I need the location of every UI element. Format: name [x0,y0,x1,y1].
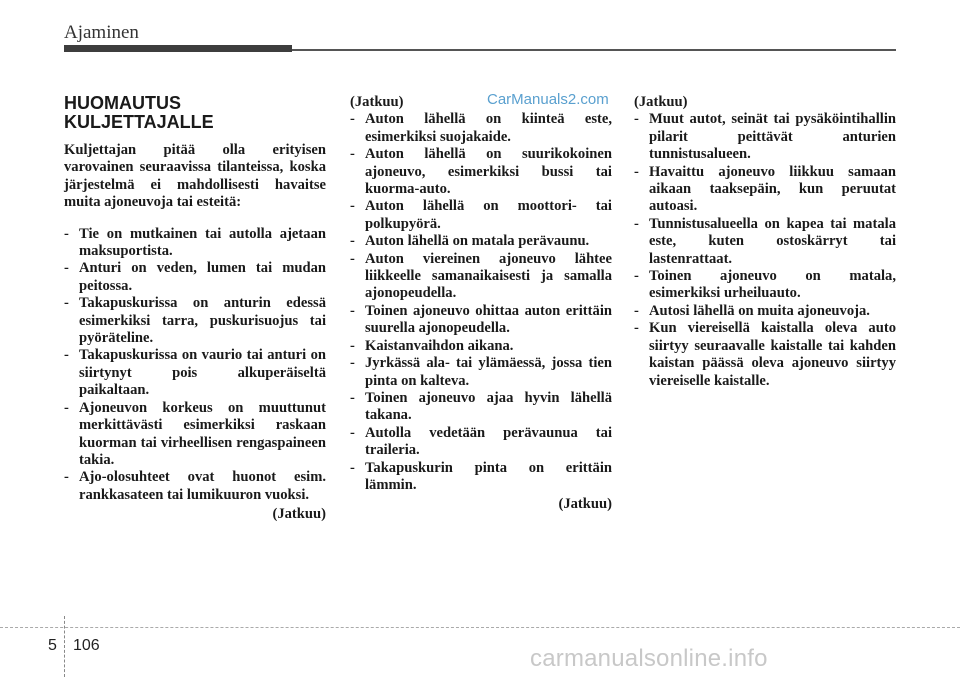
footer-vertical-divider [64,616,65,677]
continued-header: (Jatkuu) [634,94,688,110]
list-item: - Jyrkässä ala- tai ylämäessä, jossa tien pinta on kalteva. [350,355,612,390]
list-item: - Havaittu ajoneuvo liikkuu samaan aikaan taaksepäin, kun peruutat autoasi. [634,164,896,216]
list-item: - Toinen ajoneuvo ohittaa auton erittäin suurella ajonopeudella. [350,303,612,338]
notice-title: HUOMAUTUS KULJETTAJALLE [64,93,214,132]
list-item: - Toinen ajoneuvo on matala, esimerkiksi urheiluauto. [634,268,896,303]
list-item: - Muut autot, seinät tai pysäköintihallin pilarit peittävät anturien tunnistusalueen. [634,111,896,163]
condition-list-2 [350,111,612,494]
condition-list-1 [64,226,326,505]
list-item: - Auton viereinen ajoneuvo lähtee liikkeelle samanaikaisesti ja samalla ajonopeudella. [350,251,612,303]
column-3 [634,94,896,390]
list-item: - Autolla vedetään perävaunua tai traileria. [350,425,612,460]
list-item: - Anturi on veden, lumen tai mudan peitossa. [64,260,326,295]
list-item: - Tie on mutkainen tai autolla ajetaan maksuportista. [64,226,326,261]
list-item: - Tunnistusalueella on kapea tai matala este, kuten ostoskärryt tai lastenrattaat. [634,216,896,268]
list-item: - Kaistanvaihdon aikana. [350,338,612,355]
list-item: - Auton lähellä on moottori- tai polkupyörä. [350,198,612,233]
list-item: - Takapuskurin pinta on erittäin lämmin. [350,460,612,495]
section-title: Ajaminen [64,22,139,43]
header-rule-thin [292,49,896,51]
list-item: - Ajoneuvon korkeus on muuttunut merkittävästi esimerkiksi raskaan kuorman tai virheellisen rengaspaineen takia. [64,400,326,470]
list-item: - Ajo-olosuhteet ovat huonot esim. rankkasateen tai lumikuuron vuoksi. [64,469,326,504]
page-number: 106 [73,637,100,654]
list-item: - Auton lähellä on matala perävaunu. [350,233,612,250]
list-item: - Kun viereisellä kaistalla oleva auto siirtyy seuraavalle kaistalle tai kahden kaistan päässä oleva ajoneuvo siirtyy viereiselle kaistalle. [634,320,896,390]
chapter-number: 5 [48,637,57,654]
list-item: - Autosi lähellä on muita ajoneuvoja. [634,303,896,320]
list-item: - Auton lähellä on suurikokoinen ajoneuvo, esimerkiksi bussi tai kuorma-auto. [350,146,612,198]
column-1 [64,94,326,524]
header-rule-thick [64,45,292,52]
watermark-carmanualsonline: carmanualsonline.info [530,645,768,672]
watermark-carmanuals2: CarManuals2.com [487,91,609,108]
list-item: - Auton lähellä on kiinteä este, esimerkiksi suojakaide. [350,111,612,146]
continued-label: (Jatkuu) [558,496,612,513]
column-2 [350,94,612,514]
list-item: - Takapuskurissa on vaurio tai anturi on siirtynyt pois alkuperäiseltä paikaltaan. [64,347,326,399]
notice-intro: Kuljettajan pitää olla erityisen varovainen seuraavissa tilanteissa, koska järjestelmä ei mahdollisesti havaitse muita ajoneuvoja tai esteitä: [64,142,326,211]
condition-list-3 [634,111,896,390]
list-item: - Toinen ajoneuvo ajaa hyvin lähellä takana. [350,390,612,425]
continued-header: (Jatkuu) [350,94,404,110]
footer-divider [0,627,960,628]
list-item: - Takapuskurissa on anturin edessä esimerkiksi tarra, puskurisuojus tai pyöräteline. [64,295,326,347]
continued-label: (Jatkuu) [272,506,326,523]
